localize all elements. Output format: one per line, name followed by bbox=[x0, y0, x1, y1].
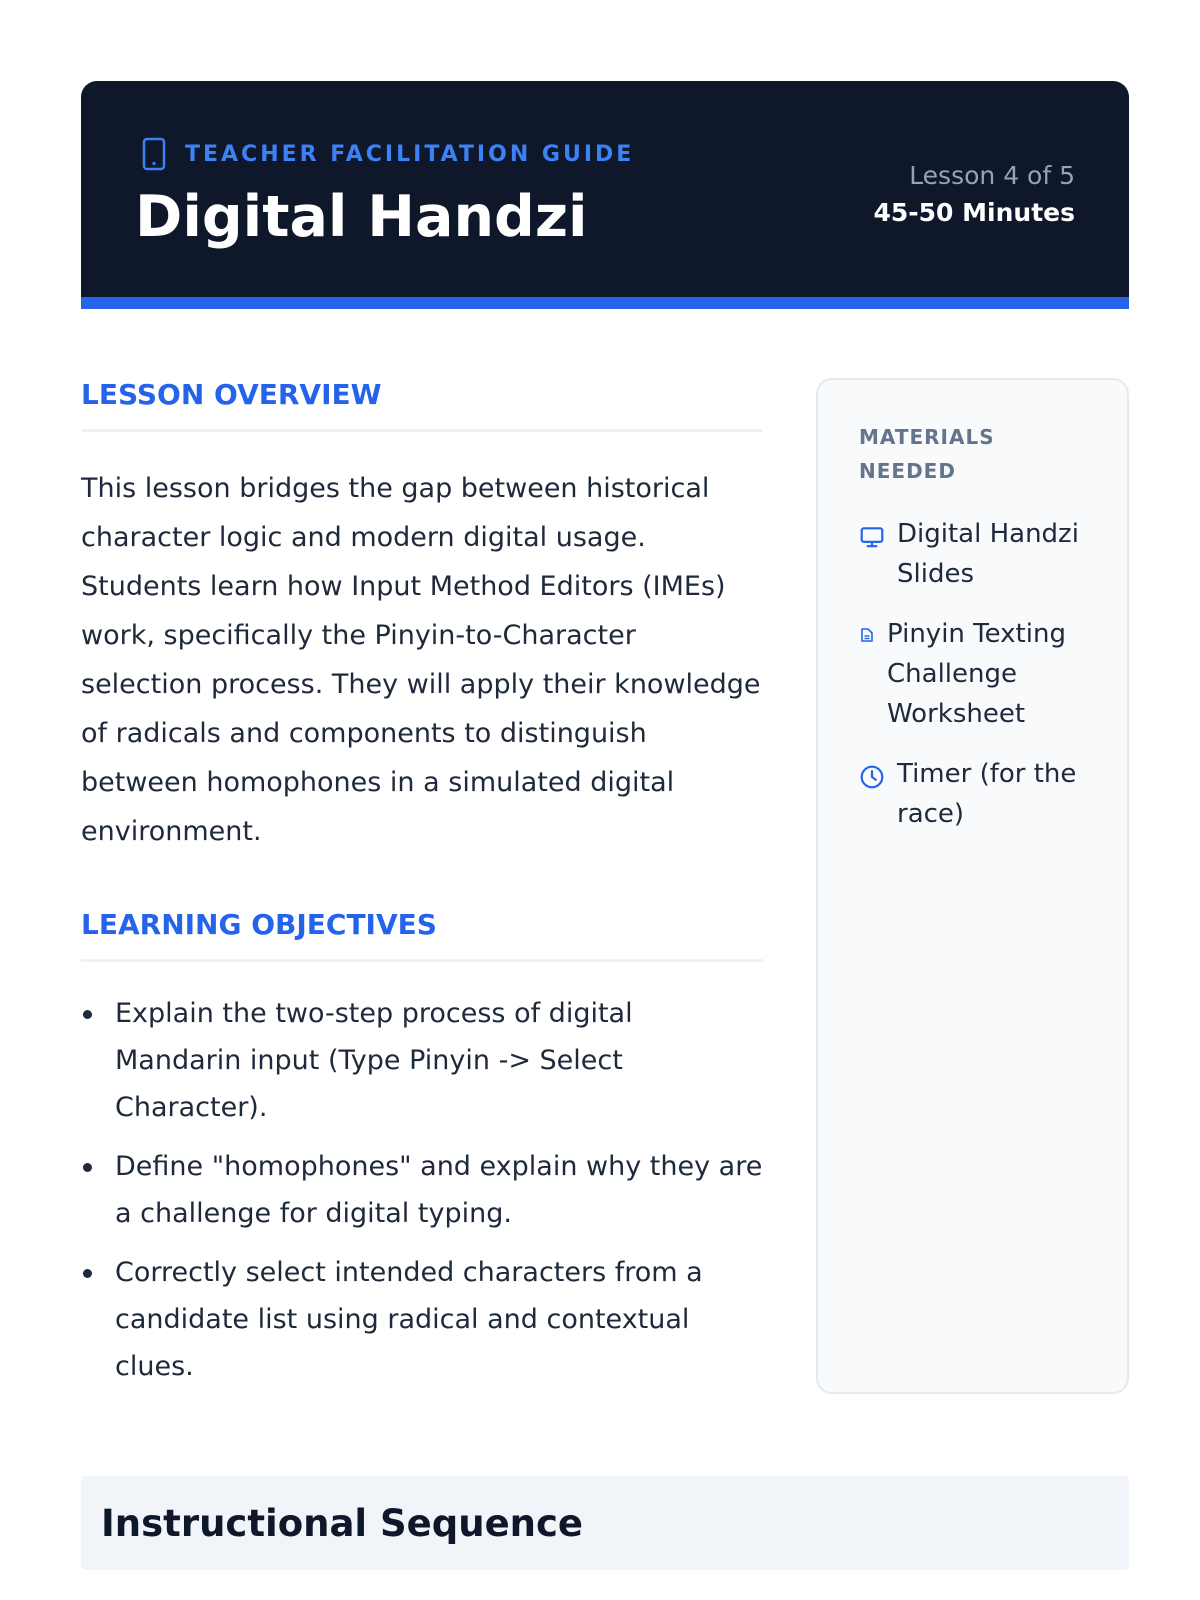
eyebrow bbox=[137, 137, 634, 171]
tablet-icon bbox=[137, 137, 171, 171]
material-label: Digital Handzi Slides bbox=[897, 519, 1079, 589]
main-column bbox=[81, 378, 763, 1402]
overview-body: This lesson bridges the gap between historical character logic and modern digital usage. Students learn how Input Method Editors (IMEs) work, specifically the Pinyin-to-Character selection process. They will apply their knowledge of radicals and components to distinguish between homophones in a simulated digital environment. bbox=[81, 473, 761, 847]
overview-section bbox=[81, 378, 763, 856]
objectives-list bbox=[81, 990, 763, 1390]
material-item bbox=[859, 514, 1097, 594]
instructional-sequence-header bbox=[81, 1476, 1129, 1570]
lesson-number: Lesson 4 of 5 bbox=[909, 161, 1075, 190]
objectives-heading: LEARNING OBJECTIVES bbox=[81, 908, 763, 962]
clock-icon bbox=[859, 764, 885, 790]
overview-heading: LESSON OVERVIEW bbox=[81, 378, 763, 432]
guide-header bbox=[81, 81, 1129, 309]
lesson-meta bbox=[874, 159, 1076, 233]
monitor-icon bbox=[859, 524, 885, 550]
eyebrow-label: TEACHER FACILITATION GUIDE bbox=[185, 141, 635, 167]
material-item bbox=[859, 754, 1097, 834]
lesson-duration: 45-50 Minutes bbox=[873, 198, 1075, 227]
objective-item: Define "homophones" and explain why they are a challenge for digital typing. bbox=[81, 1143, 763, 1237]
objective-item: Explain the two-step process of digital Mandarin input (Type Pinyin -> Select Character). bbox=[81, 990, 763, 1131]
objective-item: Correctly select intended characters from a candidate list using radical and contextual clues. bbox=[81, 1249, 763, 1390]
document-icon bbox=[859, 624, 875, 646]
material-item bbox=[859, 614, 1097, 734]
objectives-section bbox=[81, 908, 763, 1390]
material-label: Timer (for the race) bbox=[897, 759, 1077, 829]
materials-list bbox=[859, 514, 1097, 834]
materials-sidebar bbox=[816, 378, 1129, 1394]
page-title: Digital Handzi bbox=[135, 184, 588, 250]
sequence-title: Instructional Sequence bbox=[101, 1501, 584, 1545]
material-label: Pinyin Texting Challenge Worksheet bbox=[887, 619, 1066, 729]
materials-heading: MATERIALS NEEDED bbox=[859, 425, 995, 483]
